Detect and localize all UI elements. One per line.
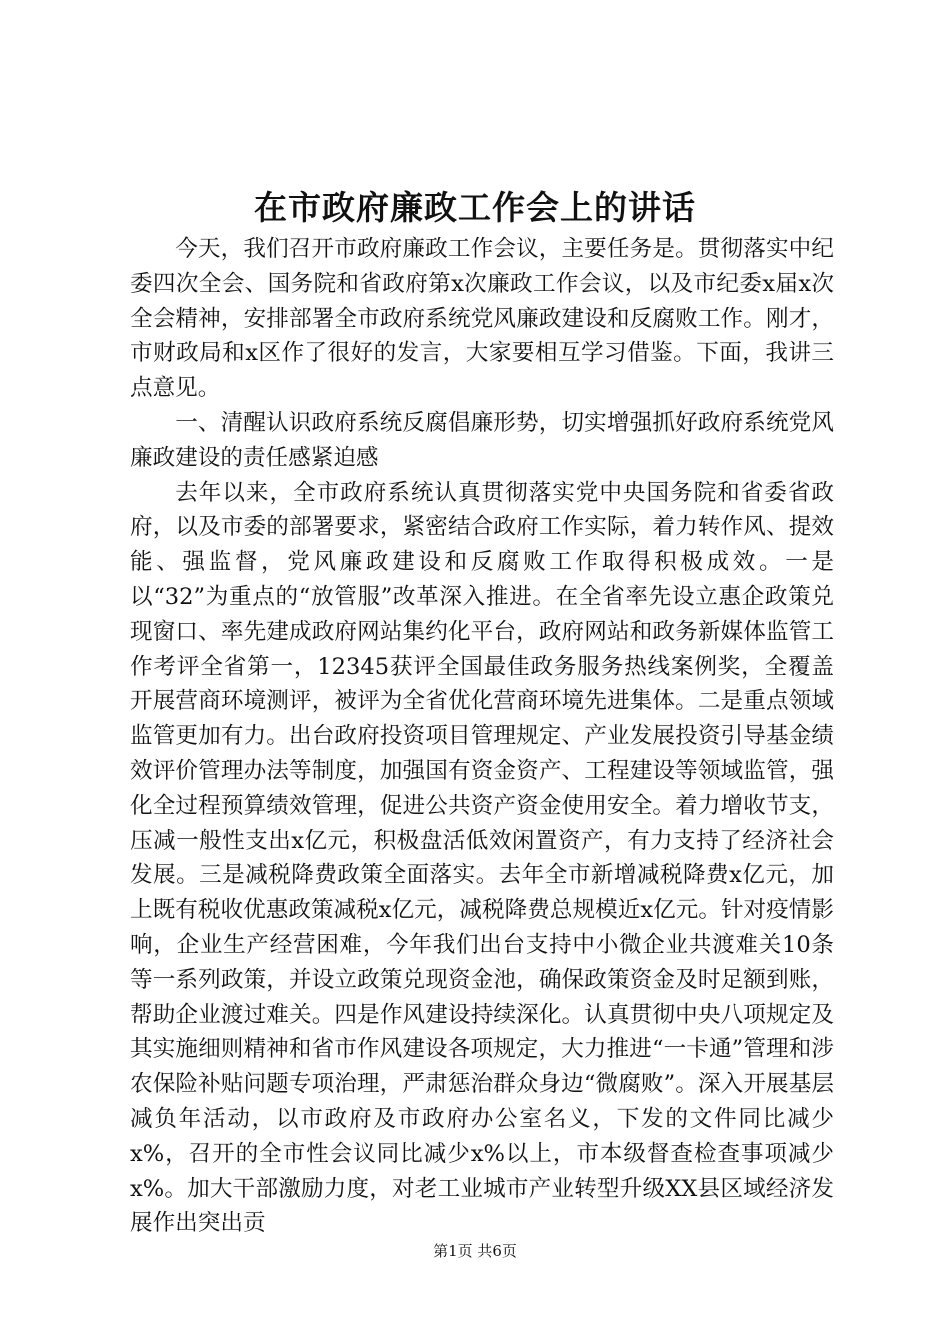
- page-footer: 第1页 共6页: [433, 1242, 517, 1260]
- document-title: 在市政府廉政工作会上的讲话: [254, 188, 696, 227]
- paragraph-achievements: 去年以来，全市政府系统认真贯彻落实党中央国务院和省委省政府，以及市委的部署要求，紧密结合政府工作实际，着力转作风、提效能、强监督，党风廉政建设和反腐败工作取得积极成效。一是以“32”为重点的“放管服”改革深入推进。在全省率先设立惠企政策兑现窗口、率先建成政府网站集约化平台，政府网站和政务新媒体监管工作考评全省第一，12345获评全国最佳政务服务热线案例奖，全覆盖开展营商环境测评，被评为全省优化营商环境先进集体。二是重点领域监管更加有力。出台政府投资项目管理规定、产业发展投资引导基金绩效评价管理办法等制度，加强国有资金资产、工程建设等领域监管，强化全过程预算绩效管理，促进公共资产资金使用安全。着力增收节支，压减一般性支出x亿元，积极盘活低效闲置资产，有力支持了经济社会发展。三是减税降费政策全面落实。去年全市新增减税降费x亿元，加上既有税收优惠政策减税x亿元，减税降费总规模近x亿元。针对疫情影响，企业生产经营困难，今年我们出台支持中小微企业共渡难关10条等一系列政策，并设立政策兑现资金池，确保政策资金及时足额到账，帮助企业渡过难关。四是作风建设持续深化。认真贯彻中央八项规定及其实施细则精神和省市作风建设各项规定，大力推进“一卡通”管理和涉农保险补贴问题专项治理，严肃惩治群众身边“微腐败”。深入开展基层减负年活动，以市政府及市政府办公室名义，下发的文件同比减少x%，召开的全市性会议同比减少x%以上，市本级督查检查事项减少x%。加大干部激励力度，对老工业城市产业转型升级XX县区域经济发展作出突出贡: [130, 479, 834, 1237]
- document-body: [130, 232, 834, 1241]
- paragraph-opening: 今天，我们召开市政府廉政工作会议，主要任务是。贯彻落实中纪委四次全会、国务院和省政府第x次廉政工作会议，以及市纪委x届x次全会精神，安排部署全市政府系统党风廉政建设和反腐败工作。刚才，市财政局和x区作了很好的发言，大家要相互学习借鉴。下面，我讲三点意见。: [130, 236, 834, 402]
- section-heading-1: 一、清醒认识政府系统反腐倡廉形势，切实增强抓好政府系统党风廉政建设的责任感紧迫感: [130, 409, 834, 471]
